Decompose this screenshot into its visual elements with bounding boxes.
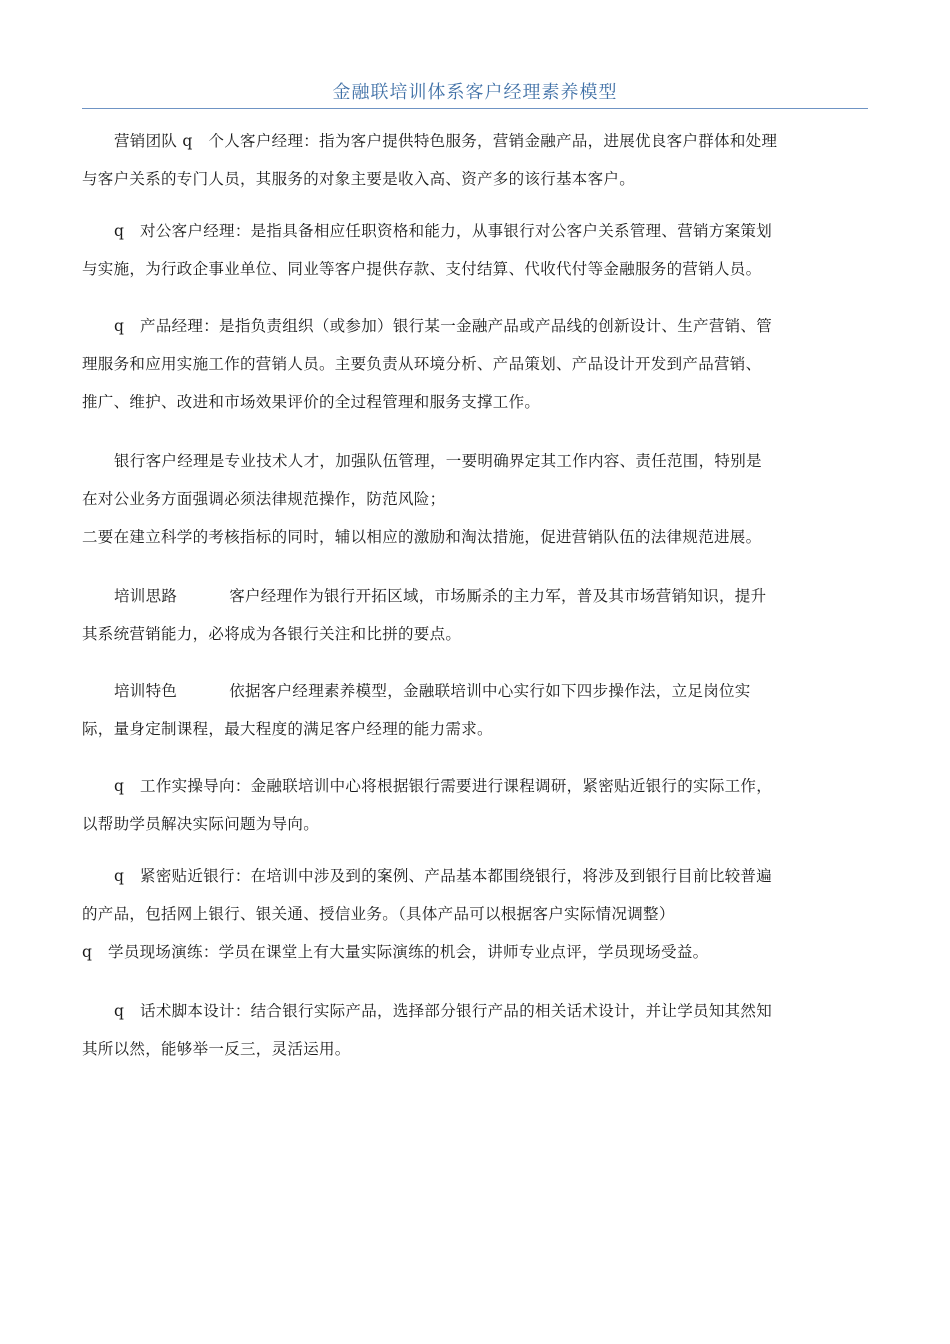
paragraph-line: 在对公业务方面强调必须法律规范操作，防范风险； — [82, 490, 446, 508]
paragraph-line: 的产品，包括网上银行、银关通、授信业务。（具体产品可以根据客户实际情况调整） — [82, 905, 675, 923]
paragraph-line: q 话术脚本设计：结合银行实际产品，选择部分银行产品的相关话术设计，并让学员知其然知 — [114, 1002, 773, 1020]
paragraph-line: 际，量身定制课程，最大程度的满足客户经理的能力需求。 — [82, 720, 493, 738]
paragraph-line: 二要在建立科学的考核指标的同时，辅以相应的激励和淘汰措施，促进营销队伍的法律规范进展。 — [82, 528, 762, 546]
paragraph-line: 其系统营销能力，必将成为各银行关注和比拼的要点。 — [82, 625, 462, 643]
section-label: 培训特色 — [114, 682, 178, 700]
paragraph-script-design — [82, 992, 868, 1068]
paragraph-sales-team — [82, 122, 868, 198]
paragraph-line: 其所以然，能够举一反三，灵活运用。 — [82, 1040, 351, 1058]
section-text: 客户经理作为银行开拓区域，市场厮杀的主力军，普及其市场营销知识，提升 — [229, 587, 767, 605]
paragraph-line: 与客户关系的专门人员，其服务的对象主要是收入高、资产多的该行基本客户。 — [82, 170, 636, 188]
document-title: 金融联培训体系客户经理素养模型 — [332, 82, 618, 103]
paragraph-line: 推广、维护、改进和市场效果评价的全过程管理和服务支撑工作。 — [82, 393, 541, 411]
paragraph-close-to-bank — [82, 857, 868, 971]
title-underline — [82, 108, 868, 109]
section-text: 依据客户经理素养模型，金融联培训中心实行如下四步操作法，立足岗位实 — [229, 682, 751, 700]
paragraph-corporate-manager — [82, 212, 868, 288]
paragraph-line: q 学员现场演练：学员在课堂上有大量实际演练的机会，讲师专业点评，学员现场受益。 — [82, 943, 709, 961]
paragraph-line: 理服务和应用实施工作的营销人员。主要负责从环境分析、产品策划、产品设计开发到产品营销、 — [82, 355, 762, 373]
paragraph-line — [82, 577, 868, 615]
paragraph-training-approach — [82, 577, 868, 653]
section-label: 培训思路 — [114, 587, 178, 605]
paragraph-line: 银行客户经理是专业技术人才，加强队伍管理，一要明确界定其工作内容、责任范围，特别是 — [114, 452, 762, 470]
paragraph-line: 以帮助学员解决实际问题为导向。 — [82, 815, 320, 833]
paragraph-line: 营销团队 q 个人客户经理：指为客户提供特色服务，营销金融产品，进展优良客户群体和处理 — [114, 132, 778, 150]
paragraph-line: q 产品经理：是指负责组织（或参加）银行某一金融产品或产品线的创新设计、生产营销、管 — [114, 317, 773, 335]
paragraph-line: q 紧密贴近银行：在培训中涉及到的案例、产品基本都围绕银行，将涉及到银行目前比较普遍 — [114, 867, 773, 885]
paragraph-product-manager — [82, 307, 868, 421]
paragraph-line: q 工作实操导向：金融联培训中心将根据银行需要进行课程调研，紧密贴近银行的实际工作， — [114, 777, 773, 795]
paragraph-training-features — [82, 672, 868, 748]
paragraph-practice-oriented — [82, 767, 868, 843]
paragraph-line: q 对公客户经理：是指具备相应任职资格和能力，从事银行对公客户关系管理、营销方案策划 — [114, 222, 773, 240]
paragraph-line — [82, 672, 868, 710]
paragraph-bank-manager — [82, 442, 868, 556]
paragraph-line: 与实施，为行政企事业单位、同业等客户提供存款、支付结算、代收代付等金融服务的营销人员。 — [82, 260, 762, 278]
